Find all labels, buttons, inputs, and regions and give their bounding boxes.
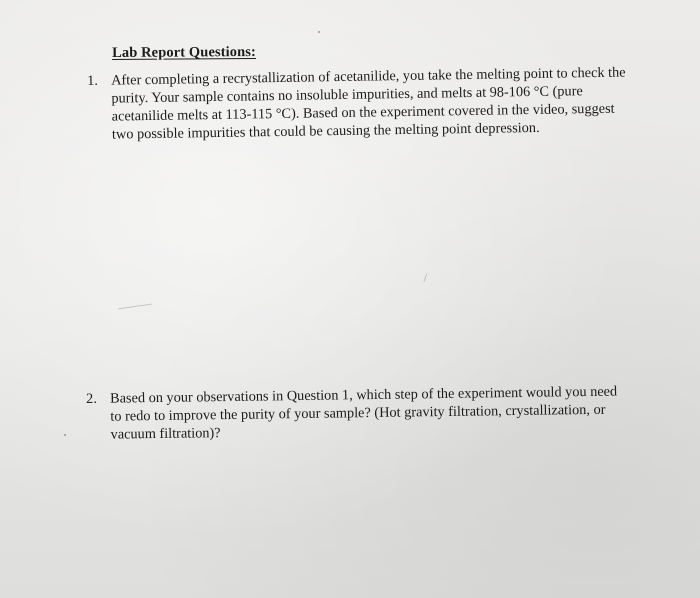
question-text bbox=[111, 63, 663, 144]
section-heading: Lab Report Questions: bbox=[112, 43, 256, 61]
pencil-mark bbox=[423, 273, 427, 282]
question-number: 1. bbox=[87, 72, 99, 89]
paper-speck bbox=[64, 434, 66, 436]
question-line: to redo to improve the purity of your sample? (Hot gravity filtration, crystallization, or bbox=[110, 401, 606, 425]
question-line: After completing a recrystallization of acetanilide, you take the melting point to check the bbox=[111, 64, 626, 89]
question-text bbox=[110, 382, 662, 444]
question-line: acetanilide melts at 113-115 °C). Based on the experiment covered in the video, suggest bbox=[111, 100, 615, 125]
question-1 bbox=[87, 63, 663, 144]
question-line: purity. Your sample contains no insoluble impurities, and melts at 98-106 °C (pure bbox=[111, 83, 583, 107]
question-2 bbox=[86, 382, 662, 444]
pencil-mark bbox=[118, 304, 152, 310]
question-line: two possible impurities that could be causing the melting point depression. bbox=[111, 119, 540, 143]
question-line: Based on your observations in Question 1, which step of the experiment would you need bbox=[110, 383, 618, 407]
question-line: vacuum filtration)? bbox=[110, 425, 221, 443]
question-number: 2. bbox=[86, 390, 97, 407]
paper-speck bbox=[318, 31, 320, 33]
